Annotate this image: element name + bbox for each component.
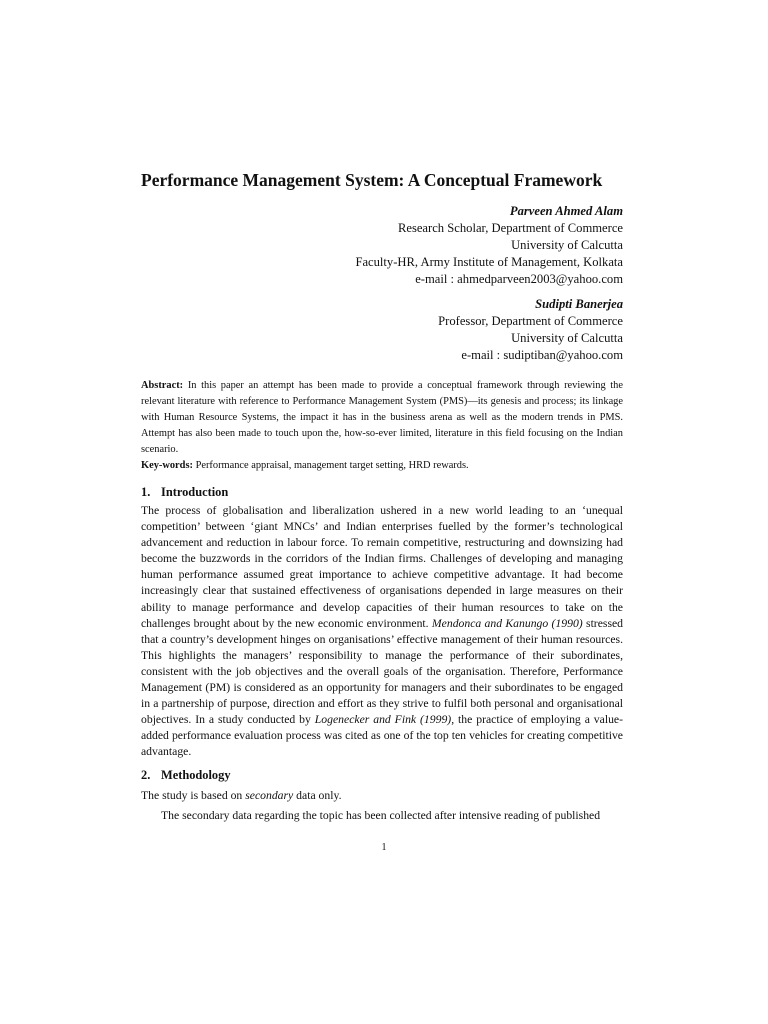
author-affiliation: University of Calcutta (511, 331, 623, 345)
paragraph-text: The study is based on (141, 789, 243, 802)
keywords (141, 458, 623, 474)
citation: Mendonca and Kanungo (1990) (431, 616, 583, 630)
paragraph-text: , the practice of employing a value-added performance evaluation process was cited as one of the top ten vehicles for creating competitive advantage. (141, 713, 624, 759)
methodology-paragraph-2: The secondary data regarding the topic has been collected after intensive reading of published (161, 809, 601, 822)
emphasis: secondary (245, 789, 294, 802)
author-email: e-mail : ahmedparveen2003@yahoo.com (415, 272, 623, 286)
section-title: Introduction (161, 485, 229, 499)
paragraph-text: stressed that a country’s development hinges on organisations’ effective management of their human resources. This highlights the managers’ responsibility to manage the performance of their subordinates, consistent with the job objectives and the overall goals of the organisation. Therefore, Performance Management (PM) is considered as an opportunity for managers and their subordinates to be engaged in a partnership of purpose, direction and effort as they strive to fulfil both personal and organisational objectives. In a study conducted by (141, 616, 624, 727)
author-affiliation: Professor, Department of Commerce (438, 314, 623, 328)
keywords-text: Performance appraisal, management target setting, HRD rewards. (195, 460, 469, 471)
paragraph-text: data only. (296, 789, 342, 802)
author-block-1 (355, 203, 623, 288)
section-number: 2. (141, 768, 151, 782)
author-name: Sudipti Banerjea (535, 297, 623, 311)
author-affiliation: University of Calcutta (511, 238, 623, 252)
citation: Logenecker and Fink (1999) (314, 713, 452, 727)
paragraph-text: The process of globalisation and liberalization ushered in a new world leading to an ‘unequal competition’ between ‘giant MNCs’ and Indian enterprises fuelled by the former’s technological advancement and reduction in labour force. To remain competitive, restructuring and downsizing had become the buzzwords in the corridors of the Indian firms. Challenges of developing and managing human performance assumed great importance to achieve competitive advantage. It had become increasingly clear that sustained effectiveness of organisations depended in large measures on their ability to manage performance and develop capacities of their human resources to take on the challenges brought about by the new economic environment. (141, 504, 623, 630)
section-number: 1. (141, 485, 151, 499)
abstract-label: Abstract: (141, 380, 184, 391)
methodology-paragraph (141, 788, 623, 804)
author-name: Parveen Ahmed Alam (509, 204, 623, 218)
section-title: Methodology (161, 768, 231, 782)
paper-title: Performance Management System: A Conceptual Framework (141, 170, 603, 190)
keywords-label: Key-words: (141, 460, 193, 471)
author-affiliation: Research Scholar, Department of Commerce (397, 221, 623, 235)
author-block-2 (438, 296, 623, 364)
introduction-paragraph (141, 503, 623, 761)
page-number: 1 (381, 842, 387, 853)
section-heading-introduction (141, 485, 228, 500)
abstract (141, 378, 623, 458)
author-email: e-mail : sudiptiban@yahoo.com (461, 348, 623, 362)
author-affiliation: Faculty-HR, Army Institute of Management, Kolkata (355, 255, 623, 269)
abstract-text: In this paper an attempt has been made to provide a conceptual framework through reviewing the relevant literature with reference to Performance Management System (PMS)—its genesis and process; its linkage with Human Resource Systems, the impact it has in the business arena as well as the modern trends in PMS. Attempt has also been made to touch upon the, how-so-ever limited, literature in this field focusing on the Indian scenario. (141, 380, 623, 455)
section-heading-methodology (141, 768, 231, 783)
